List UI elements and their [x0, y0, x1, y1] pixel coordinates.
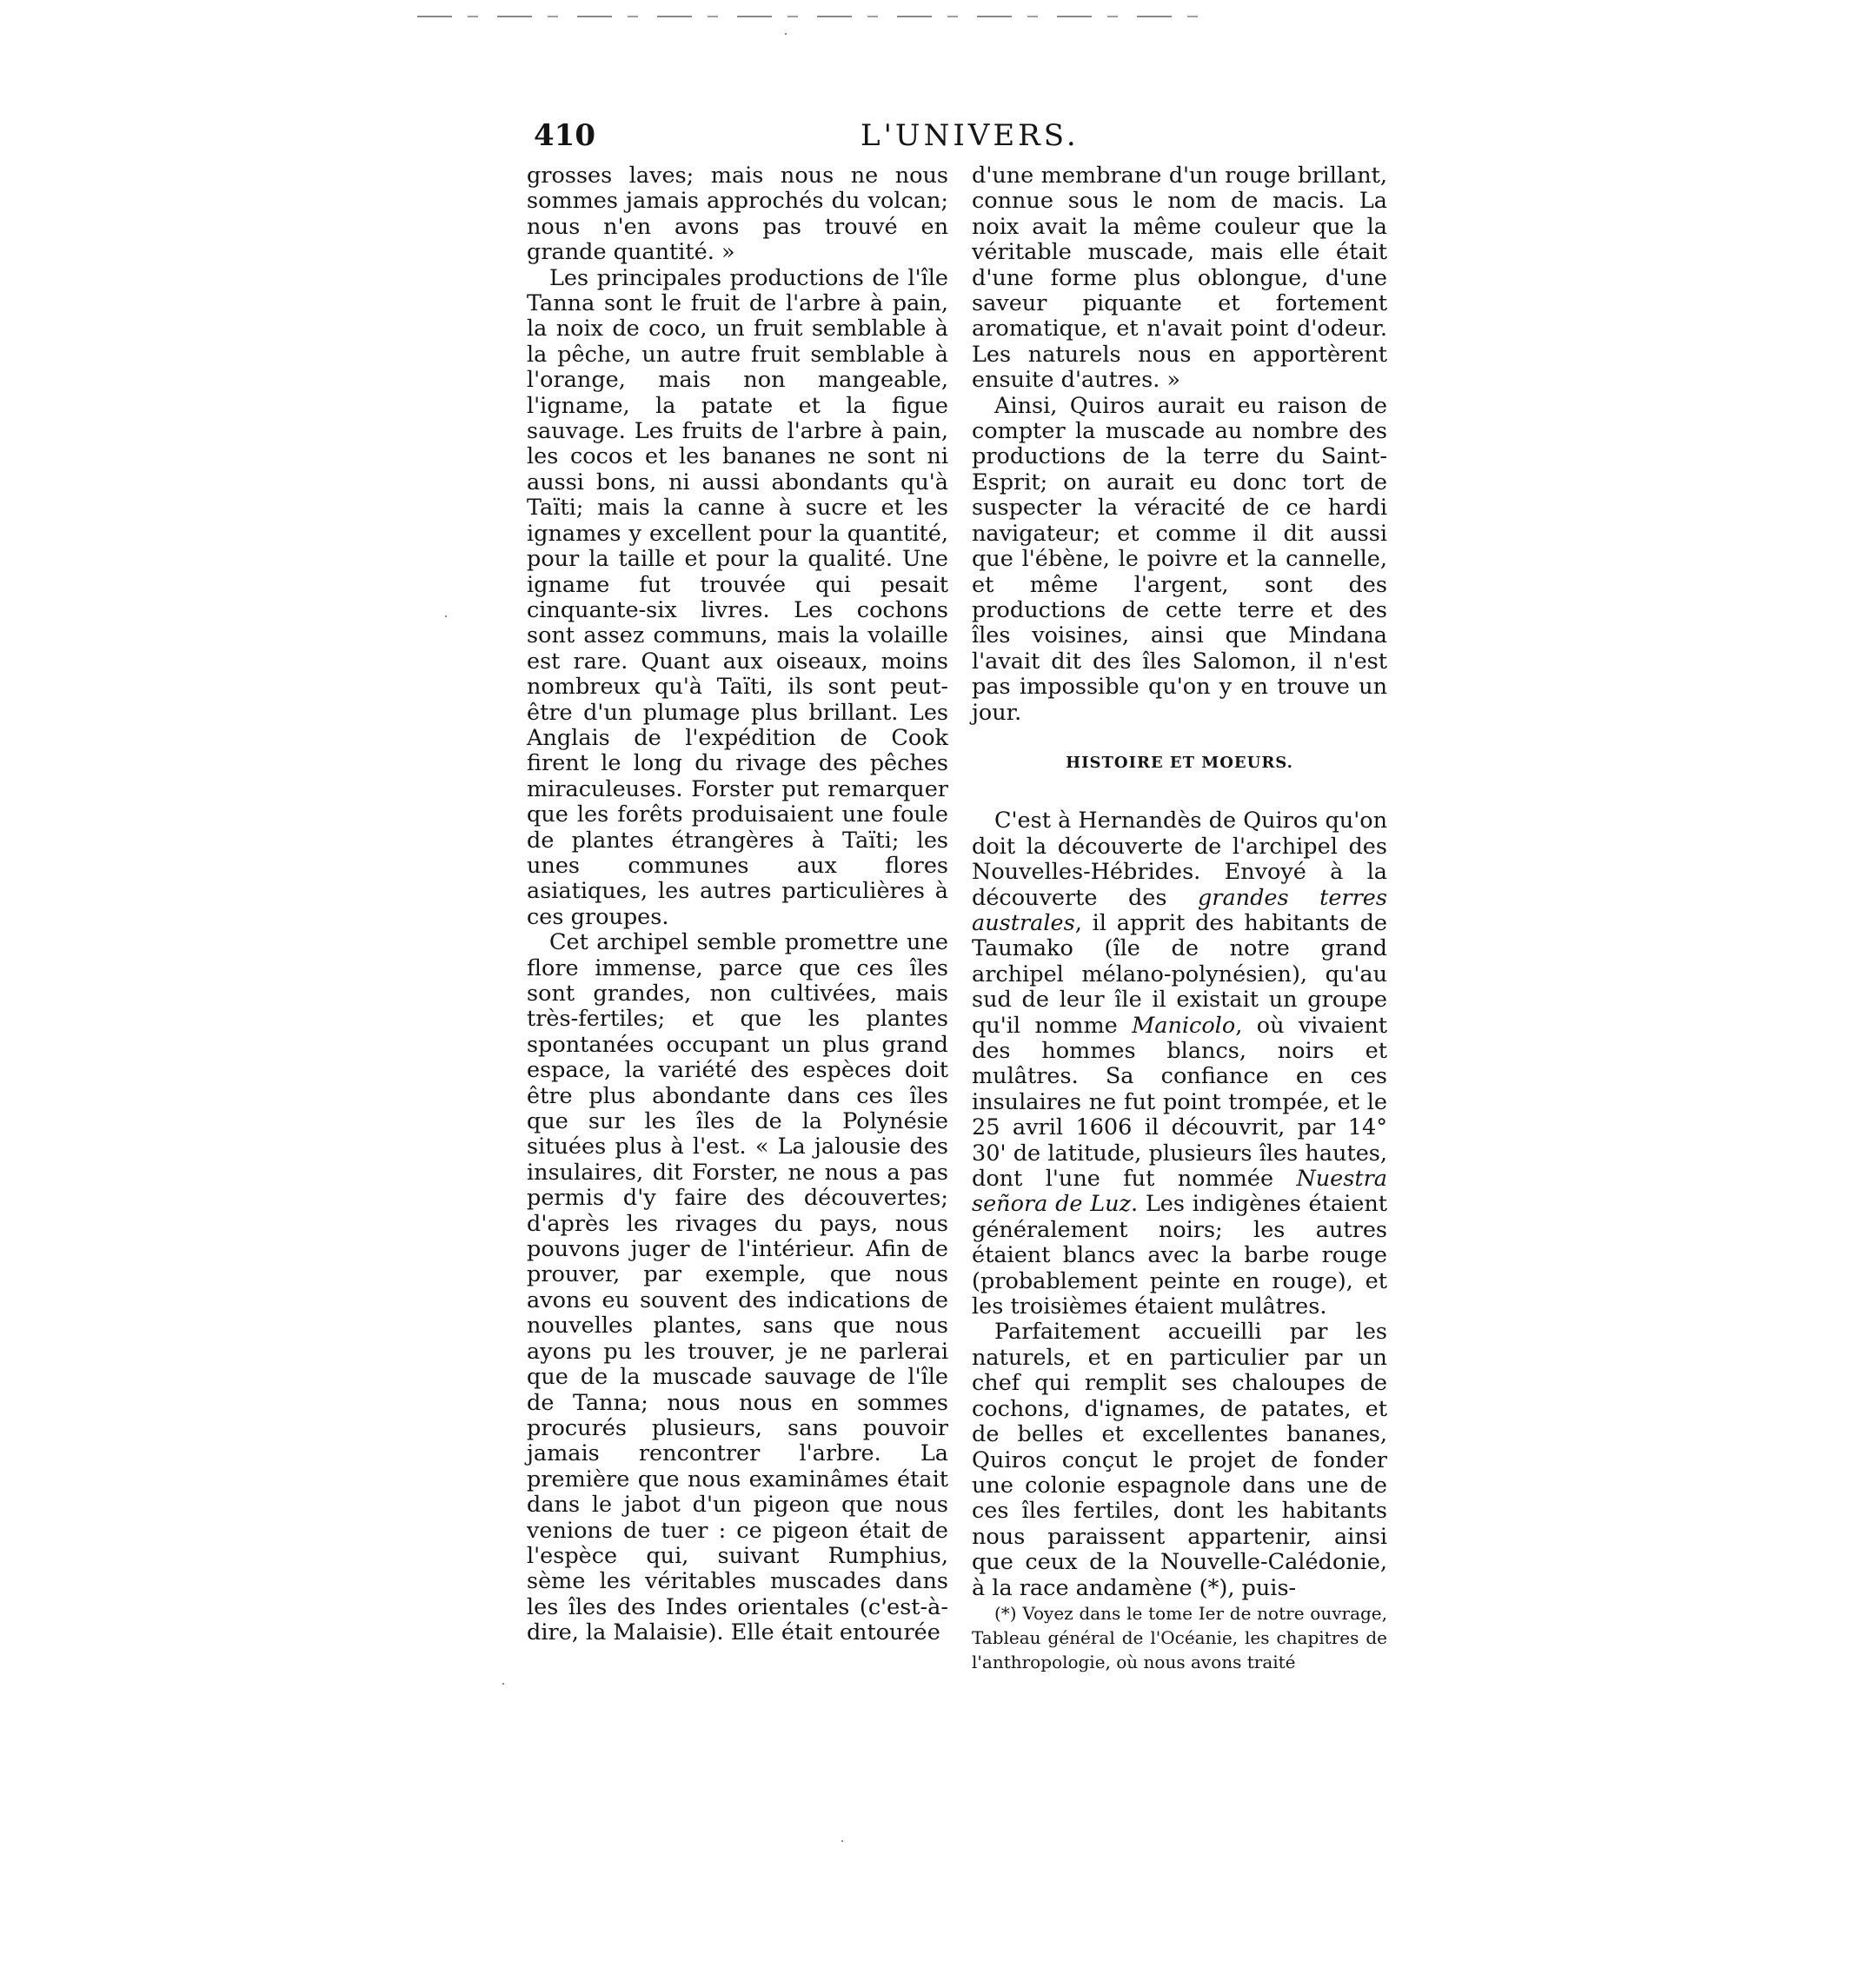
right-column — [972, 163, 1387, 1674]
text-run: C'est à Hernandès de Quiros qu'on doit la découverte de l'archipel des Nouvelles-Hébrides. Envoyé à la découverte des — [972, 808, 1387, 911]
italic-text: Nuestra señora de Luz — [972, 1166, 1387, 1218]
scan-speck — [785, 33, 787, 35]
section-heading: HISTOIRE ET MOEURS. — [1066, 753, 1293, 772]
italic-text: grandes terres australes — [972, 884, 1387, 936]
scan-speck — [841, 1840, 843, 1842]
paragraph — [972, 808, 1387, 1320]
text-run: . Les indigènes étaient généralement noirs; les autres étaient blancs avec la barbe rouge (probablement peinte en rouge), et les troisièmes étaient mulâtres. — [972, 1191, 1387, 1320]
scan-speck — [502, 1683, 504, 1685]
paragraph: Parfaitement accueilli par les naturels, et en particulier par un chef qui remplit ses chaloupes de cochons, d'ignames, de patates, et de belles et excellentes bananes, Quiros conçut le projet de fonder une colonie espagnole dans une de ces îles fertiles, dont les habitants nous paraissent appartenir, ainsi que ceux de la Nouvelle-Calédonie, à la race andamène (*), puis- — [972, 1319, 1387, 1601]
text-run: , il apprit des habitants de Taumako (île de notre grand archipel mélano-polynésien), qu'au sud de leur île il existait un groupe qu'il nomme — [972, 909, 1387, 1039]
text-run: , où vivaient des hommes blancs, noirs et mulâtres. Sa confiance en ces insulaires ne fut point trompée, et le 25 avril 1606 il découvrit, par 14° 30' de latitude, plusieurs îles hautes, dont l'une fut nommée — [972, 1012, 1387, 1193]
page-number: 410 — [534, 118, 595, 153]
paragraph: Les principales productions de l'île Tanna sont le fruit de l'arbre à pain, la noix de coco, un fruit semblable à la pêche, un autre fruit semblable à l'orange, mais non mangeable, l'igname, la patate et la figue sauvage. Les fruits de l'arbre à pain, les cocos et les bananes ne sont ni aussi bons, ni aussi abondants qu'à Taïti; mais la canne à sucre et les ignames y excellent pour la quantité, pour la taille et pour la qualité. Une igname fut trouvée qui pesait cinquante-six livres. Les cochons sont assez communs, mais la volaille est rare. Quant aux oiseaux, moins nombreux qu'à Taïti, ils sont peut-être d'un plumage plus brillant. Les Anglais de l'expédition de Cook firent le long du rivage des pêches miraculeuses. Forster put remarquer que les forêts produisaient une foule de plantes étrangères à Taïti; les unes communes aux flores asiatiques, les autres particulières à ces groupes. — [527, 264, 948, 930]
scan-edge-rule — [417, 16, 1199, 17]
running-title: L'UNIVERS. — [861, 118, 1080, 153]
paragraph: d'une membrane d'un rouge brillant, connue sous le nom de macis. La noix avait la même couleur que la véritable muscade, mais elle était d'une forme plus oblongue, d'une saveur piquante et fortement aromatique, et n'avait point d'odeur. Les naturels nous en apportèrent ensuite d'autres. » — [972, 163, 1387, 394]
left-column — [527, 163, 948, 1646]
paragraph: grosses laves; mais nous ne nous sommes jamais approchés du volcan; nous n'en avons pas trouvé en grande quantité. » — [527, 163, 948, 266]
italic-text: Manicolo — [1132, 1012, 1236, 1039]
paragraph: Cet archipel semble promettre une flore immense, parce que ces îles sont grandes, non cultivées, mais très-fertiles; et que les plantes spontanées occupant un plus grand espace, la variété des espèces doit être plus abondante dans ces îles que sur les îles de la Polynésie situées plus à l'est. « La jalousie des insulaires, dit Forster, ne nous a pas permis d'y faire des découvertes; d'après les rivages du pays, nous pouvons juger de l'intérieur. Afin de prouver, par exemple, que nous avons eu souvent des indications de nouvelles plantes, sans que nous ayons pu les trouver, je ne parlerai que de la muscade sauvage de l'île de Tanna; nous nous en sommes procurés plusieurs, sans pouvoir jamais rencontrer l'arbre. La première que nous examinâmes était dans le jabot d'un pigeon que nous venions de tuer : ce pigeon était de l'espèce qui, suivant Rumphius, sème les véritables muscades dans les îles des Indes orientales (c'est-à-dire, la Malaisie). Elle était entourée — [527, 929, 948, 1646]
scan-speck — [445, 615, 447, 617]
footnote: (*) Voyez dans le tome Ier de notre ouvrage, Tableau général de l'Océanie, les chapitres de l'anthropologie, où nous avons traité — [972, 1602, 1387, 1672]
paragraph: Ainsi, Quiros aurait eu raison de compter la muscade au nombre des productions de la terre du Saint-Esprit; on aurait eu donc tort de suspecter la véracité de ce hardi navigateur; et comme il dit aussi que l'ébène, le poivre et la cannelle, et même l'argent, sont des productions de cette terre et des îles voisines, ainsi que Mindana l'avait dit des îles Salomon, il n'est pas impossible qu'on y en trouve un jour. — [972, 392, 1387, 726]
